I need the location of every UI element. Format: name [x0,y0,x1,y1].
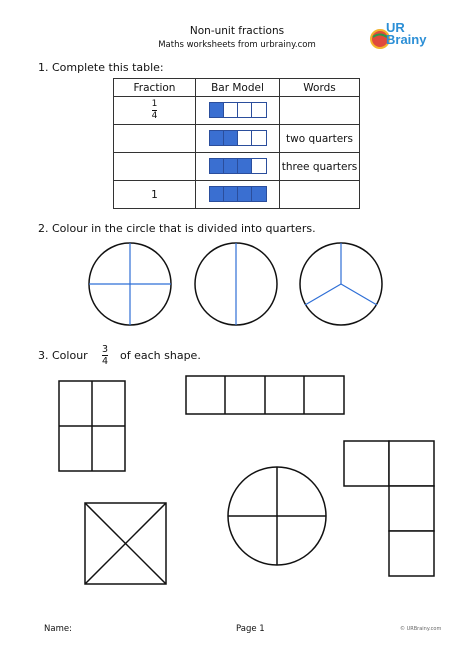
logo-line-2: Brainy [386,32,427,47]
worksheet-title: Non-unit fractions [189,25,285,37]
q2-heading: 2. Colour in the circle that is divided into quarters. [38,222,316,235]
column-header-bar-model: Bar Model [196,79,280,97]
circle-quarters[interactable] [89,243,171,325]
fraction-denominator: 4 [102,356,109,367]
logo-line-1: UR [386,20,405,35]
circle-halves[interactable] [195,243,277,325]
copyright-text: © URBrainy.com [400,626,442,632]
shape-grid-2x2[interactable] [59,381,125,471]
column-header-fraction: Fraction [114,79,196,97]
fraction-numerator: 1 [151,99,158,109]
shape-circle-quarters[interactable] [228,467,326,565]
q3-heading-prefix: 3. Colour [38,349,88,362]
fraction-cell: 1 [114,181,196,209]
fraction-numerator: 3 [102,344,109,355]
shape-l-tetromino[interactable] [344,441,434,576]
page-number: Page 1 [236,624,265,634]
shape-row-of-four[interactable] [186,376,344,414]
q1-heading: 1. Complete this table: [38,61,164,74]
shape-square-diagonals[interactable] [85,503,166,584]
name-label: Name: [44,624,72,634]
circle-thirds[interactable] [300,243,382,325]
column-header-words: Words [280,79,360,97]
words-cell: two quarters [280,125,360,153]
fraction-denominator: 4 [151,111,158,121]
q3-heading-suffix: of each shape. [120,349,201,362]
words-cell: three quarters [280,153,360,181]
worksheet-subtitle: Maths worksheets from urbrainy.com [158,40,316,50]
